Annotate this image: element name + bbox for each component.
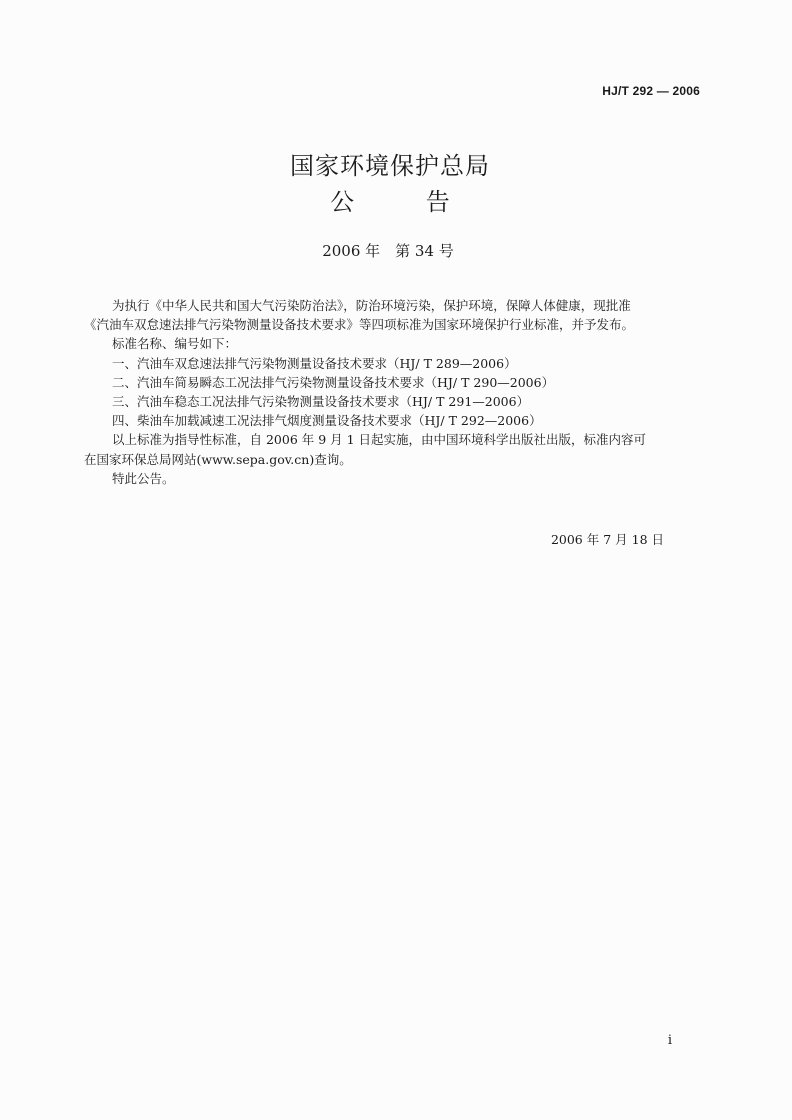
standard-item: 三、汽油车稳态工况法排气污染物测量设备技术要求（HJ/ T 291—2006） (112, 394, 530, 410)
standard-item: 二、汽油车简易瞬态工况法排气污染物测量设备技术要求（HJ/ T 290—2006） (112, 374, 555, 390)
standard-code: HJ/T 292 — 2006 (602, 84, 700, 98)
implementation-line-1: 以上标准为指导性标准，自 2006 年 9 月 1 日起实施，由中国环境科学出版社出版，标准内容可 (112, 432, 647, 448)
list-intro: 标准名称、编号如下： (112, 336, 238, 352)
announcement-number: 2006 年 第 34 号 (322, 242, 454, 260)
intro-line-2: 《汽油车双怠速法排气污染物测量设备技术要求》等四项标准为国家环境保护行业标准，并予发布。 (84, 317, 635, 333)
announcement-title: 公 告 (330, 188, 450, 216)
implementation-line-2: 在国家环保总局网站(www.sepa.gov.cn)查询。 (84, 451, 352, 467)
intro-line-1: 为执行《中华人民共和国大气污染防治法》，防治环境污染，保护环境，保障人体健康，现批准 (112, 298, 631, 313)
standard-item: 一、汽油车双怠速法排气污染物测量设备技术要求（HJ/ T 289—2006） (112, 355, 517, 371)
announcement-date: 2006 年 7 月 18 日 (550, 532, 664, 547)
page-number: i (667, 1033, 672, 1048)
issuer-title: 国家环境保护总局 (290, 152, 490, 180)
announcement-body (84, 296, 712, 488)
closing-line: 特此公告。 (112, 470, 175, 486)
standard-item: 四、柴油车加载减速工况法排气烟度测量设备技术要求（HJ/ T 292—2006） (112, 413, 542, 429)
